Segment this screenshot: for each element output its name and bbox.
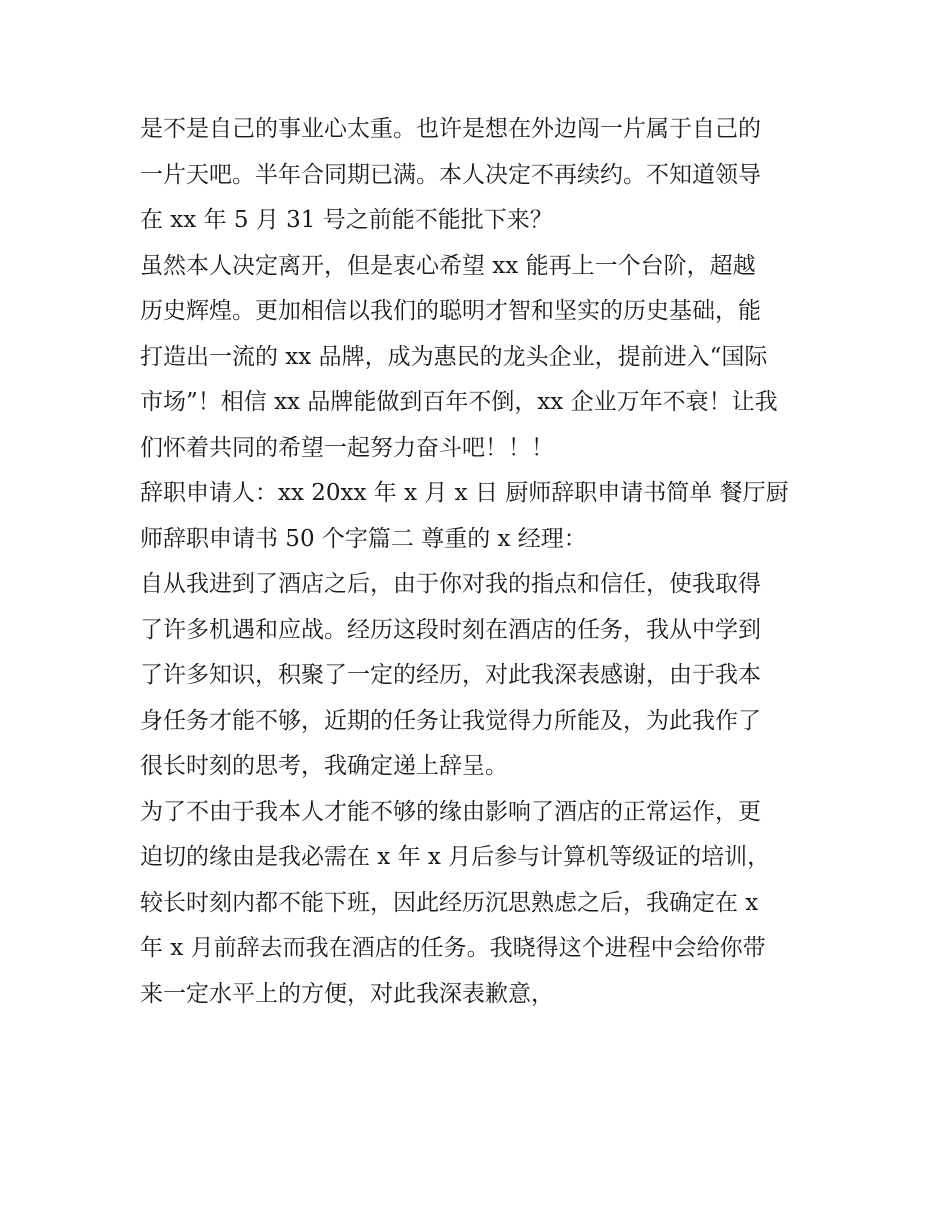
text-line: 年 x 月前辞去而我在酒店的任务。我晓得这个进程中会给你带 xyxy=(140,935,766,961)
text-line: 们怀着共同的希望一起努力奋斗吧！！！ xyxy=(140,434,554,461)
document-body xyxy=(140,107,820,1017)
text-line: 是不是自己的事业心太重。也许是想在外边闯一片属于自己的 xyxy=(140,116,761,142)
text-line: 自从我进到了酒店之后，由于你对我的指点和信任，使我取得 xyxy=(140,571,761,597)
text-line: 历史辉煌。更加相信以我们的聪明才智和坚实的历史基础，能 xyxy=(140,298,761,324)
text-line: 较长时刻内都不能下班，因此经历沉思熟虑之后，我确定在 x xyxy=(140,889,759,916)
text-line: 辞职申请人：xx 20xx 年 x 月 x 日 厨师辞职申请书简单 餐厅厨 xyxy=(140,480,789,506)
text-line: 为了不由于我本人才能不够的缘由影响了酒店的正常运作，更 xyxy=(140,798,761,825)
text-line: 虽然本人决定离开，但是衷心希望 xx 能再上一个台阶，超越 xyxy=(140,252,756,279)
text-line: 打造出一流的 xx 品牌，成为惠民的龙头企业，提前进入“国际 xyxy=(140,343,768,370)
text-line: 师辞职申请书 50 个字篇二 尊重的 x 经理： xyxy=(140,525,587,552)
text-line: 了许多机遇和应战。经历这段时刻在酒店的任务，我从中学到 xyxy=(140,616,761,643)
text-line: 了许多知识，积聚了一定的经历，对此我深表感谢，由于我本 xyxy=(140,662,761,688)
text-line: 来一定水平上的方便，对此我深表歉意， xyxy=(140,980,554,1007)
text-line: 很长时刻的思考，我确定递上辞呈。 xyxy=(140,753,508,779)
text-line: 身任务才能不够，近期的任务让我觉得力所能及，为此我作了 xyxy=(140,707,761,734)
text-line: 市场”！相信 xx 品牌能做到百年不倒，xx 企业万年不衰！让我 xyxy=(140,389,778,415)
text-line: 在 xx 年 5 月 31 号之前能不能批下来？ xyxy=(140,207,553,233)
text-line: 迫切的缘由是我必需在 x 年 x 月后参与计算机等级证的培训， xyxy=(140,844,771,870)
text-line: 一片天吧。半年合同期已满。本人决定不再续约。不知道领导 xyxy=(140,161,761,188)
